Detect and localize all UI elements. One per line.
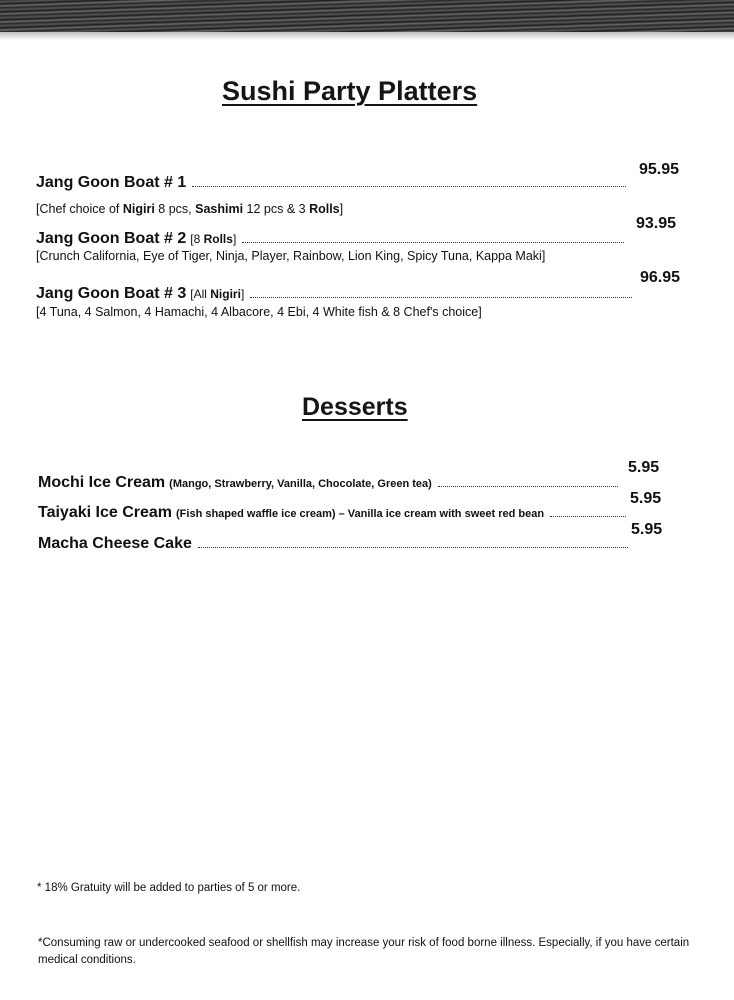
leader-dots	[438, 486, 618, 487]
text-run: ]	[232, 232, 237, 246]
menu-item-boat-2	[36, 230, 628, 248]
item-price: 5.95	[631, 521, 663, 538]
text-run: ]	[339, 202, 344, 216]
text-run: Rolls	[309, 202, 340, 216]
menu-item-macha	[38, 535, 632, 553]
leader-dots	[250, 297, 632, 298]
leader-dots	[192, 186, 626, 187]
gratuity-note: * 18% Gratuity will be added to parties of 5 or more.	[37, 882, 301, 894]
consumption-warning: *Consuming raw or undercooked seafood or shellfish may increase your risk of food borne illness. Especially, if you have certain medical conditions.	[38, 937, 690, 966]
menu-item-mochi	[38, 474, 622, 492]
item-description	[36, 305, 482, 319]
item-name: Jang Goon Boat # 1	[36, 174, 187, 191]
leader-dots	[198, 547, 628, 548]
text-run: [Crunch California, Eye of Tiger, Ninja, Player, Rainbow, Lion King, Spicy Tuna, Kappa Maki]	[36, 249, 546, 263]
scan-edge	[0, 0, 734, 34]
item-price: 93.95	[636, 215, 677, 232]
item-price: 95.95	[639, 161, 680, 178]
text-run: Nigiri	[210, 287, 241, 301]
text-run: 12 pcs & 3	[243, 202, 310, 216]
platters-title: Sushi Party Platters	[222, 76, 478, 106]
text-run: Nigiri	[122, 202, 155, 216]
text-run: ]	[240, 287, 245, 301]
item-note	[190, 232, 236, 246]
text-run: Rolls	[203, 232, 233, 246]
leader-dots	[550, 516, 626, 517]
item-description	[36, 202, 343, 216]
item-note: (Mango, Strawberry, Vanilla, Chocolate, Green tea)	[169, 478, 432, 490]
item-price: 5.95	[628, 459, 660, 476]
item-name: Taiyaki Ice Cream	[38, 504, 173, 521]
item-price: 5.95	[630, 490, 662, 507]
leader-dots	[242, 242, 624, 243]
item-name: Macha Cheese Cake	[38, 535, 192, 552]
text-run: [All	[190, 287, 211, 301]
text-run: [4 Tuna, 4 Salmon, 4 Hamachi, 4 Albacore, 4 Ebi, 4 White fish & 8 Chef's choice]	[36, 305, 482, 319]
item-name: Jang Goon Boat # 3	[36, 285, 187, 302]
item-note: (Fish shaped waffle ice cream) – Vanilla ice cream with sweet red bean	[176, 508, 545, 520]
menu-item-boat-1	[36, 174, 630, 192]
item-price: 96.95	[640, 269, 681, 286]
item-note	[190, 287, 244, 301]
menu-item-boat-3	[36, 285, 636, 303]
item-name: Jang Goon Boat # 2	[36, 230, 187, 247]
desserts-title: Desserts	[302, 393, 408, 421]
text-run: [Chef choice of	[36, 202, 123, 216]
text-run: 8 pcs,	[154, 202, 196, 216]
item-description	[36, 249, 545, 263]
menu-item-taiyaki	[38, 504, 630, 522]
text-run: Sashimi	[195, 202, 244, 216]
text-run: [8	[190, 232, 204, 246]
item-name: Mochi Ice Cream	[38, 474, 166, 491]
